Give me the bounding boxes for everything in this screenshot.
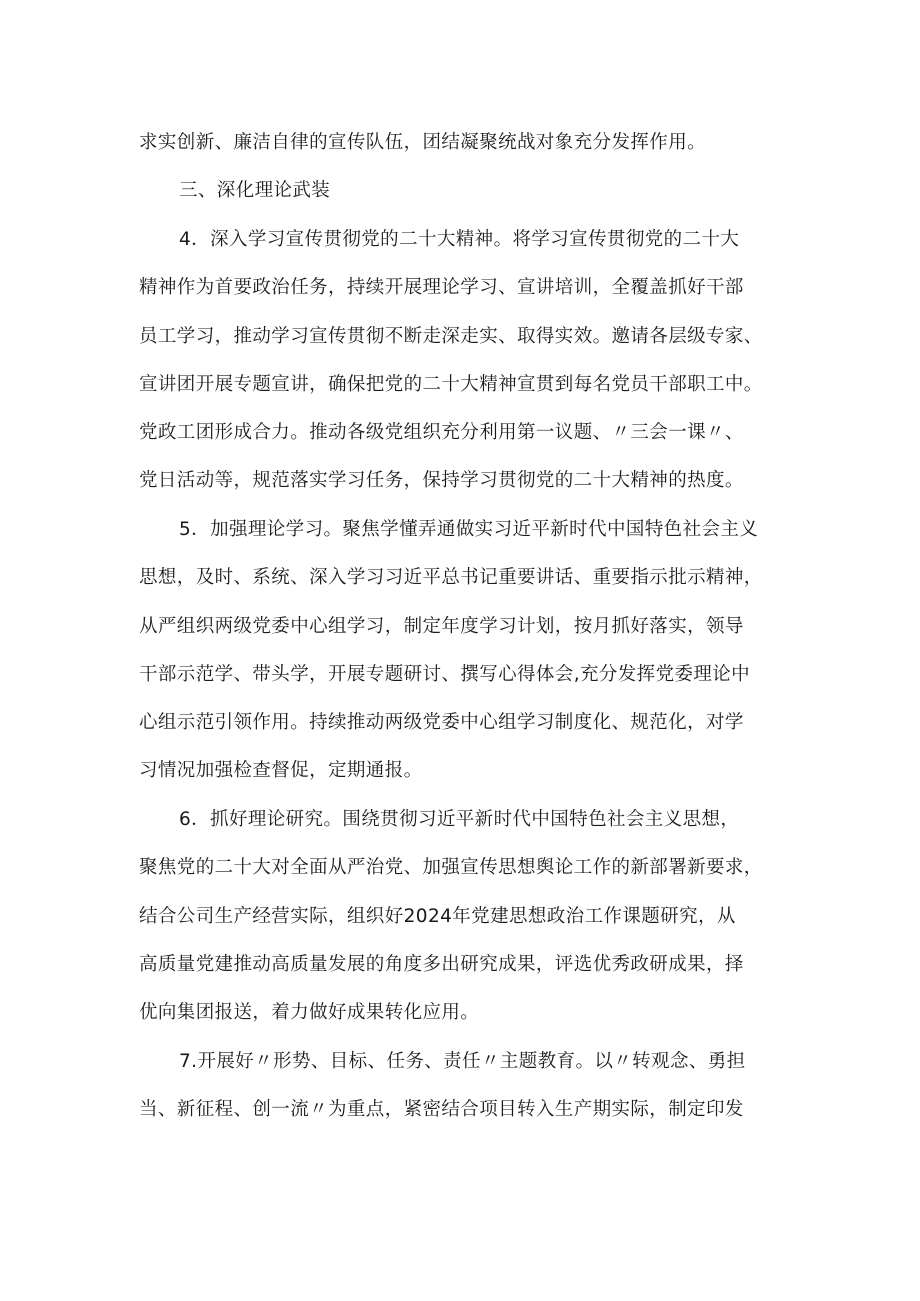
- paragraph-item-7: [139, 1038, 799, 1135]
- text-line: 结合公司生产经营实际，组织好2024年党建思想政治工作课题研究，从: [139, 905, 736, 927]
- text-line: 6．抓好理论研究。围绕贯彻习近平新时代中国特色社会主义思想，: [179, 809, 740, 830]
- text-line: 从严组织两级党委中心组学习，制定年度学习计划，按月抓好落实，领导: [139, 615, 744, 637]
- text-line: 党政工团形成合力。推动各级党组织充分利用第一议题、〃三会一课〃、: [139, 422, 744, 444]
- text-line: 求实创新、廉洁自律的宣传队伍，团结凝聚统战对象充分发挥作用。: [139, 132, 707, 153]
- text-line: 干部示范学、带头学，开展专题研讨、撰写心得体会,充分发挥党委理论中: [139, 663, 751, 685]
- text-line: 7.开展好〃形势、目标、任务、责任〃主题教育。以〃转观念、勇担: [179, 1051, 746, 1072]
- text-line: 优向集团报送，着力做好成果转化应用。: [139, 1002, 480, 1024]
- paragraph-item-5: [139, 506, 799, 796]
- text-line: 思想，及时、系统、深入学习习近平总书记重要讲话、重要指示批示精神，: [139, 567, 763, 589]
- text-line: 4．深入学习宣传贯彻党的二十大精神。将学习宣传贯彻党的二十大: [179, 229, 740, 250]
- text-line: 心组示范引领作用。持续推动两级党委中心组学习制度化、规范化，对学: [139, 712, 744, 734]
- text-line: 党日活动等，规范落实学习任务，保持学习贯彻党的二十大精神的热度。: [139, 470, 744, 492]
- text-line: 聚焦党的二十大对全面从严治党、加强宣传思想舆论工作的新部署新要求，: [139, 857, 763, 879]
- text-line: 当、新征程、创一流〃为重点，紧密结合项目转入生产期实际，制定印发: [139, 1099, 744, 1121]
- section-heading: [139, 167, 799, 215]
- text-line: 5．加强理论学习。聚焦学懂弄通做实习近平新时代中国特色社会主义: [179, 519, 759, 540]
- text-line: 精神作为首要政治任务，持续开展理论学习、宣讲培训，全覆盖抓好干部: [139, 277, 744, 299]
- text-line: 高质量党建推动高质量发展的角度多出研究成果，评选优秀政研成果，择: [139, 953, 744, 975]
- text-line: 员工学习，推动学习宣传贯彻不断走深走实、取得实效。邀请各层级专家、: [139, 325, 763, 347]
- text-line: 三、深化理论武装: [179, 180, 331, 201]
- paragraph-continuation: [139, 119, 799, 167]
- paragraph-item-6: [139, 796, 799, 1037]
- text-line: 习情况加强检查督促，定期通报。: [139, 760, 423, 782]
- paragraph-item-4: [139, 216, 799, 506]
- text-line: 宣讲团开展专题宣讲，确保把党的二十大精神宣贯到每名党员干部职工中。: [139, 373, 763, 395]
